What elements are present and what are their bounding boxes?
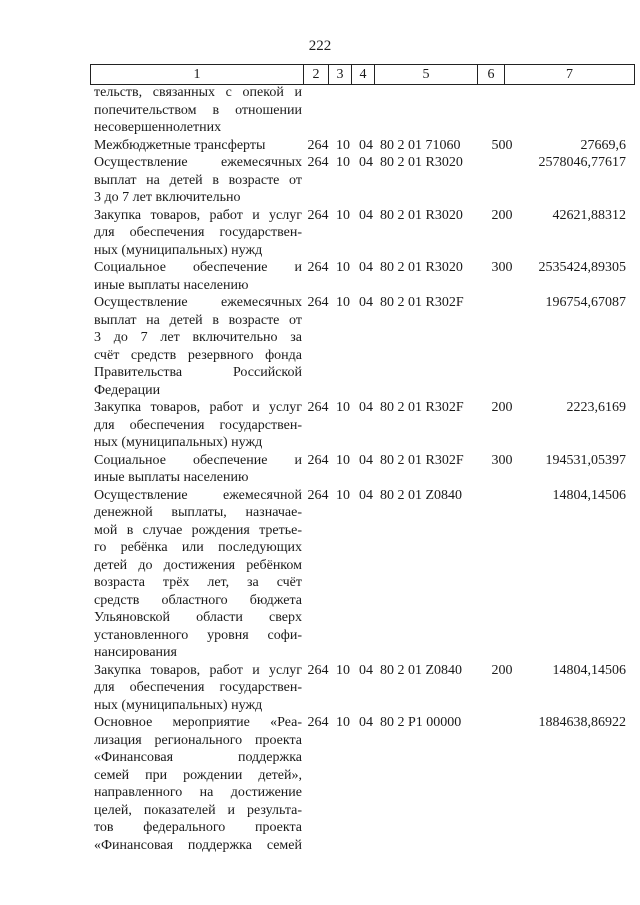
column-header-7: 7 [505, 65, 635, 85]
code-subsection: 04 [359, 155, 373, 170]
amount: 1884638,86922 [538, 715, 626, 730]
code-section: 10 [336, 207, 350, 223]
code-subsection: 04 [359, 487, 373, 503]
code-expense-type: 200 [491, 662, 513, 678]
code-ministry: 264 [307, 715, 329, 730]
code-expense-type: 200 [491, 207, 513, 223]
table-row [94, 399, 634, 452]
description-line: Межбюджетные трансферты [94, 137, 266, 153]
amount: 2578046,77617 [538, 155, 626, 170]
code-subsection: 04 [359, 715, 373, 730]
code-subsection: 04 [359, 137, 373, 153]
code-ministry: 264 [307, 207, 329, 223]
row-description [94, 487, 302, 662]
description-line: попечительством в отношении [94, 102, 302, 118]
code-subsection: 04 [359, 452, 373, 468]
description-line: для обеспечения государствен- [94, 680, 302, 695]
description-line: нансирования [94, 645, 177, 660]
code-section: 10 [336, 452, 350, 468]
description-line: «Финансовая поддержка семей [94, 837, 302, 853]
description-line: Закупка товаров, работ и услуг [94, 400, 302, 415]
row-description [94, 84, 302, 137]
description-line: иные выплаты населению [94, 277, 249, 293]
code-subsection: 04 [359, 295, 373, 310]
row-description [94, 137, 302, 155]
description-line: Правительства Российской [94, 365, 302, 380]
description-line: иные выплаты населению [94, 470, 249, 485]
code-target-article: 80 2 01 Z0840 [380, 487, 463, 503]
code-target-article: 80 2 01 R302F [380, 452, 464, 468]
code-section: 10 [336, 662, 350, 678]
table-row [94, 714, 634, 854]
description-line: Социальное обеспечение и [94, 260, 302, 275]
code-subsection: 04 [359, 662, 373, 678]
description-line: Закупка товаров, работ и услуг [94, 207, 302, 223]
code-expense-type: 300 [491, 260, 513, 275]
table-row [94, 84, 634, 137]
description-line: выплат на детей в возрасте от [94, 312, 302, 328]
row-description [94, 714, 302, 854]
table-row [94, 137, 634, 155]
description-line: тов федерального проекта [94, 820, 302, 835]
code-section: 10 [336, 400, 350, 415]
code-section: 10 [336, 137, 350, 153]
code-expense-type: 500 [491, 137, 513, 153]
code-target-article: 80 2 P1 00000 [380, 715, 462, 730]
row-description [94, 452, 302, 487]
description-line: тельств, связанных с опекой и [94, 85, 302, 100]
description-line: Социальное обеспечение и [94, 452, 302, 468]
description-line: Осуществление ежемесячной [94, 487, 302, 503]
description-line: для обеспечения государствен- [94, 225, 302, 240]
description-line: детей до достижения ребёнком [94, 557, 302, 573]
code-ministry: 264 [307, 260, 329, 275]
code-target-article: 80 2 01 R3020 [380, 155, 463, 170]
amount: 14804,14506 [552, 487, 626, 503]
table-row [94, 452, 634, 487]
column-header-1: 1 [91, 65, 304, 85]
column-header-6: 6 [478, 65, 505, 85]
description-line: Закупка товаров, работ и услуг [94, 662, 302, 678]
description-line: счёт средств резервного фонда [94, 347, 302, 363]
description-line: лизация регионального проекта [94, 732, 302, 748]
page-number: 222 [308, 38, 332, 54]
table-row [94, 154, 634, 207]
description-line: ных (муниципальных) нужд [94, 435, 263, 450]
code-section: 10 [336, 155, 350, 170]
budget-table-body [94, 84, 634, 854]
table-row [94, 294, 634, 399]
row-description [94, 294, 302, 399]
code-ministry: 264 [307, 487, 329, 503]
table-row [94, 207, 634, 260]
code-expense-type: 200 [491, 400, 513, 415]
code-section: 10 [336, 295, 350, 310]
description-line: Осуществление ежемесячных [94, 295, 302, 310]
code-target-article: 80 2 01 R302F [380, 400, 464, 415]
description-line: целей, показателей и результа- [94, 802, 302, 818]
table-row [94, 662, 634, 715]
description-line: мой в случае рождения третье- [94, 522, 302, 538]
description-line: установленного уровня софи- [94, 627, 302, 643]
code-expense-type: 300 [491, 452, 513, 468]
column-header-2: 2 [304, 65, 329, 85]
table-row [94, 259, 634, 294]
code-target-article: 80 2 01 R302F [380, 295, 464, 310]
code-subsection: 04 [359, 207, 373, 223]
description-line: «Финансовая поддержка [94, 750, 302, 765]
description-line: ных (муниципальных) нужд [94, 697, 263, 713]
description-line: Осуществление ежемесячных [94, 155, 302, 170]
code-ministry: 264 [307, 452, 329, 468]
description-line: 3 до 7 лет включительно за [94, 330, 302, 345]
amount: 196754,67087 [545, 295, 626, 310]
row-description [94, 662, 302, 715]
amount: 27669,6 [580, 137, 626, 153]
description-line: Основное мероприятие «Реа- [94, 715, 302, 730]
code-ministry: 264 [307, 295, 329, 310]
description-line: несовершеннолетних [94, 120, 222, 135]
amount: 14804,14506 [552, 662, 626, 678]
column-header-row [91, 65, 635, 85]
amount: 2535424,89305 [538, 260, 626, 275]
description-line: для обеспечения государствен- [94, 417, 302, 433]
amount: 42621,88312 [552, 207, 626, 223]
code-target-article: 80 2 01 Z0840 [380, 662, 463, 678]
row-description [94, 207, 302, 260]
code-target-article: 80 2 01 71060 [380, 137, 461, 153]
column-header-5: 5 [375, 65, 478, 85]
description-line: средств областного бюджета [94, 592, 302, 608]
code-ministry: 264 [307, 400, 329, 415]
table-row [94, 487, 634, 662]
amount: 194531,05397 [545, 452, 626, 468]
description-line: направленного на достижение [94, 785, 302, 800]
row-description [94, 259, 302, 294]
code-subsection: 04 [359, 260, 373, 275]
row-description [94, 154, 302, 207]
column-header-4: 4 [352, 65, 375, 85]
row-description [94, 399, 302, 452]
description-line: Ульяновской области сверх [94, 610, 302, 625]
code-target-article: 80 2 01 R3020 [380, 260, 463, 275]
amount: 2223,6169 [566, 400, 626, 415]
code-ministry: 264 [307, 155, 329, 170]
column-header-table [90, 64, 635, 85]
code-ministry: 264 [307, 137, 329, 153]
code-target-article: 80 2 01 R3020 [380, 207, 463, 223]
description-line: 3 до 7 лет включительно [94, 190, 241, 205]
column-header-3: 3 [329, 65, 352, 85]
description-line: выплат на детей в возрасте от [94, 172, 302, 188]
description-line: семей при рождении детей», [94, 767, 302, 783]
description-line: го ребёнка или последующих [94, 540, 302, 555]
description-line: возраста трёх лет, за счёт [94, 575, 302, 590]
code-ministry: 264 [307, 662, 329, 678]
code-section: 10 [336, 715, 350, 730]
code-section: 10 [336, 487, 350, 503]
description-line: Федерации [94, 382, 161, 398]
description-line: ных (муниципальных) нужд [94, 242, 263, 258]
code-subsection: 04 [359, 400, 373, 415]
description-line: денежной выплаты, назначае- [94, 505, 302, 520]
code-section: 10 [336, 260, 350, 275]
